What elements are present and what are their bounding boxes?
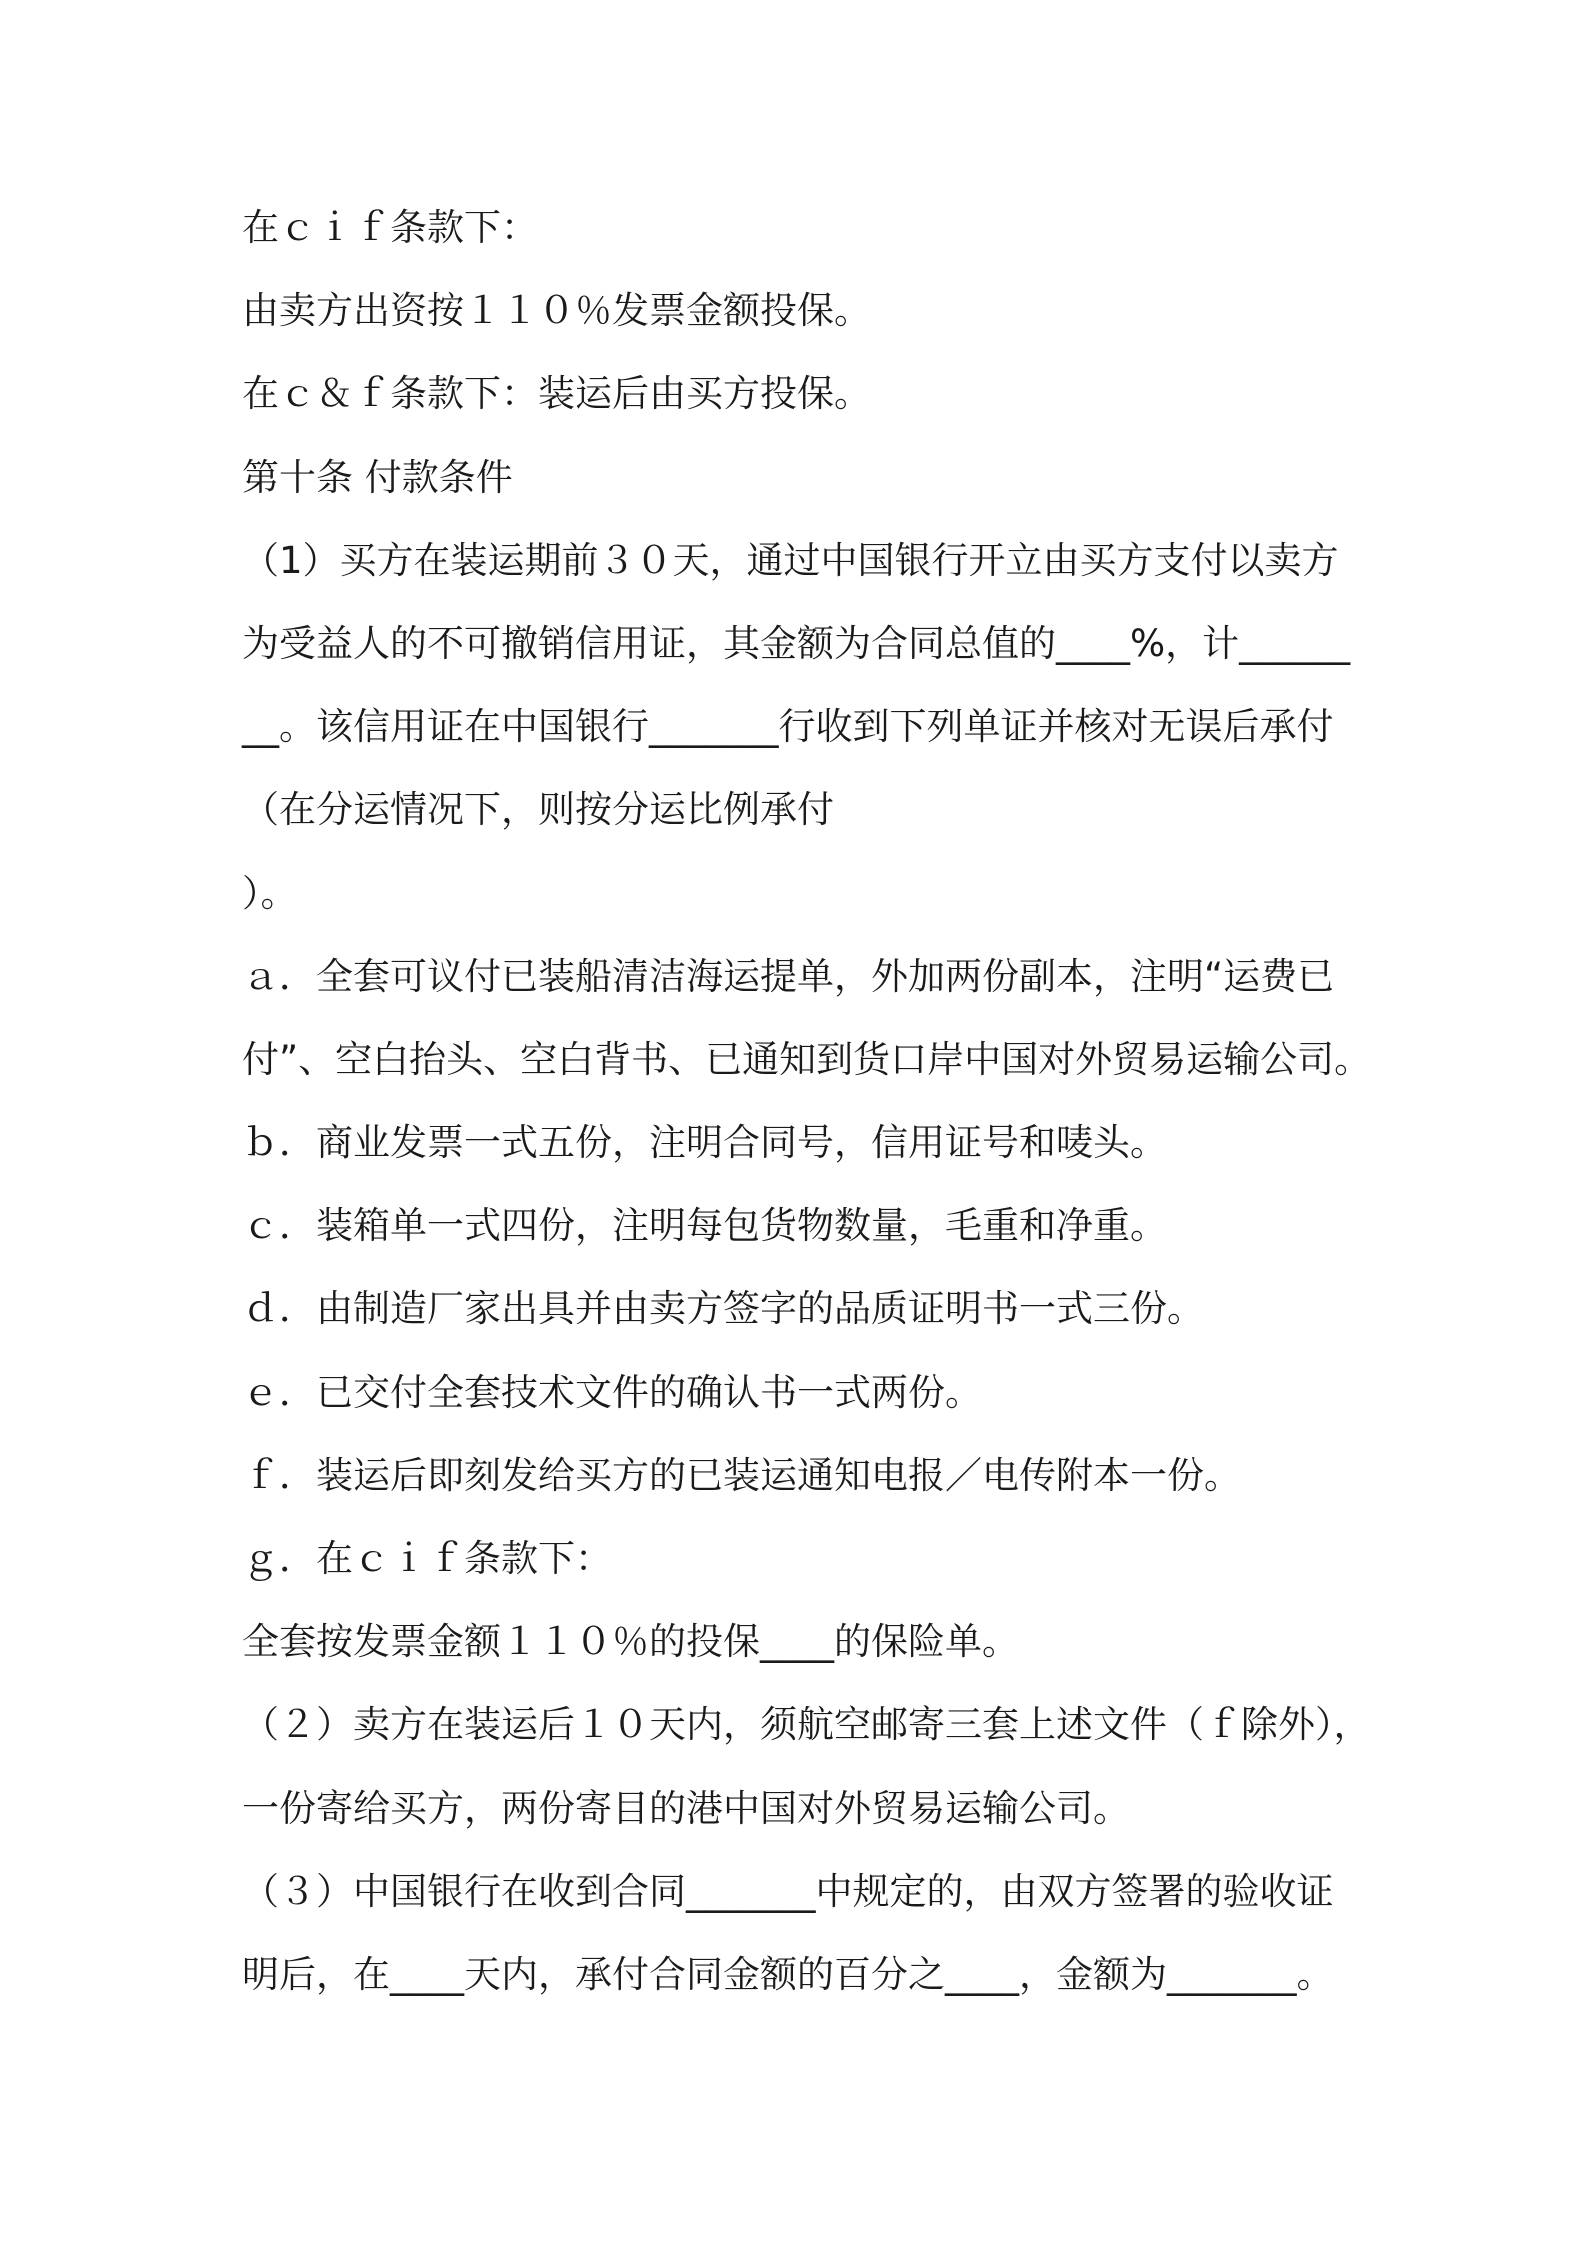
text-line: 付”、空白抬头、空白背书、已通知到货口岸中国对外贸易运输公司。 [242, 1037, 1372, 1081]
section-heading: 第十条 付款条件 [242, 455, 513, 499]
text-line: （３）中国银行在收到合同_______中规定的，由双方签署的验收证 [242, 1869, 1334, 1913]
list-item: ｂ．商业发票一式五份，注明合同号，信用证号和唛头。 [242, 1121, 1167, 1165]
text-line: （２）卖方在装运后１０天内，须航空邮寄三套上述文件（ｆ除外）， [242, 1703, 1371, 1747]
text-line: 在ｃ＆ｆ条款下：装运后由买方投保。 [242, 372, 871, 416]
list-item: ａ．全套可议付已装船清洁海运提单，外加两份副本，注明“运费已 [242, 954, 1335, 998]
text-line: （1）买方在装运期前３０天，通过中国银行开立由买方支付以卖方 [242, 538, 1339, 582]
list-item: ｇ．在ｃｉｆ条款下： [242, 1537, 612, 1580]
text-line: 全套按发票金额１１０％的投保____的保险单。 [242, 1620, 1019, 1664]
text-line: 一份寄给买方，两份寄目的港中国对外贸易运输公司。 [242, 1786, 1130, 1830]
text-line: 在ｃｉｆ条款下： [242, 206, 538, 249]
list-item: ｃ．装箱单一式四份，注明每包货物数量，毛重和净重。 [242, 1204, 1167, 1248]
text-line: 由卖方出资按１１０％发票金额投保。 [242, 289, 871, 333]
list-item: ｆ．装运后即刻发给买方的已装运通知电报／电传附本一份。 [242, 1453, 1241, 1497]
text-line: （在分运情况下，则按分运比例承付 [242, 788, 834, 832]
text-line: __。该信用证在中国银行_______行收到下列单证并核对无误后承付 [242, 705, 1334, 749]
text-line: 为受益人的不可撤销信用证，其金额为合同总值的____%，计______ [242, 621, 1351, 665]
text-line: 明后，在____天内，承付合同金额的百分之____，金额为_______。 [242, 1952, 1334, 1996]
list-item: ｄ．由制造厂家出具并由卖方签字的品质证明书一式三份。 [242, 1287, 1204, 1331]
text-line: ）。 [242, 871, 298, 915]
contract-text [242, 198, 1392, 2028]
list-item: ｅ．已交付全套技术文件的确认书一式两份。 [242, 1370, 982, 1414]
